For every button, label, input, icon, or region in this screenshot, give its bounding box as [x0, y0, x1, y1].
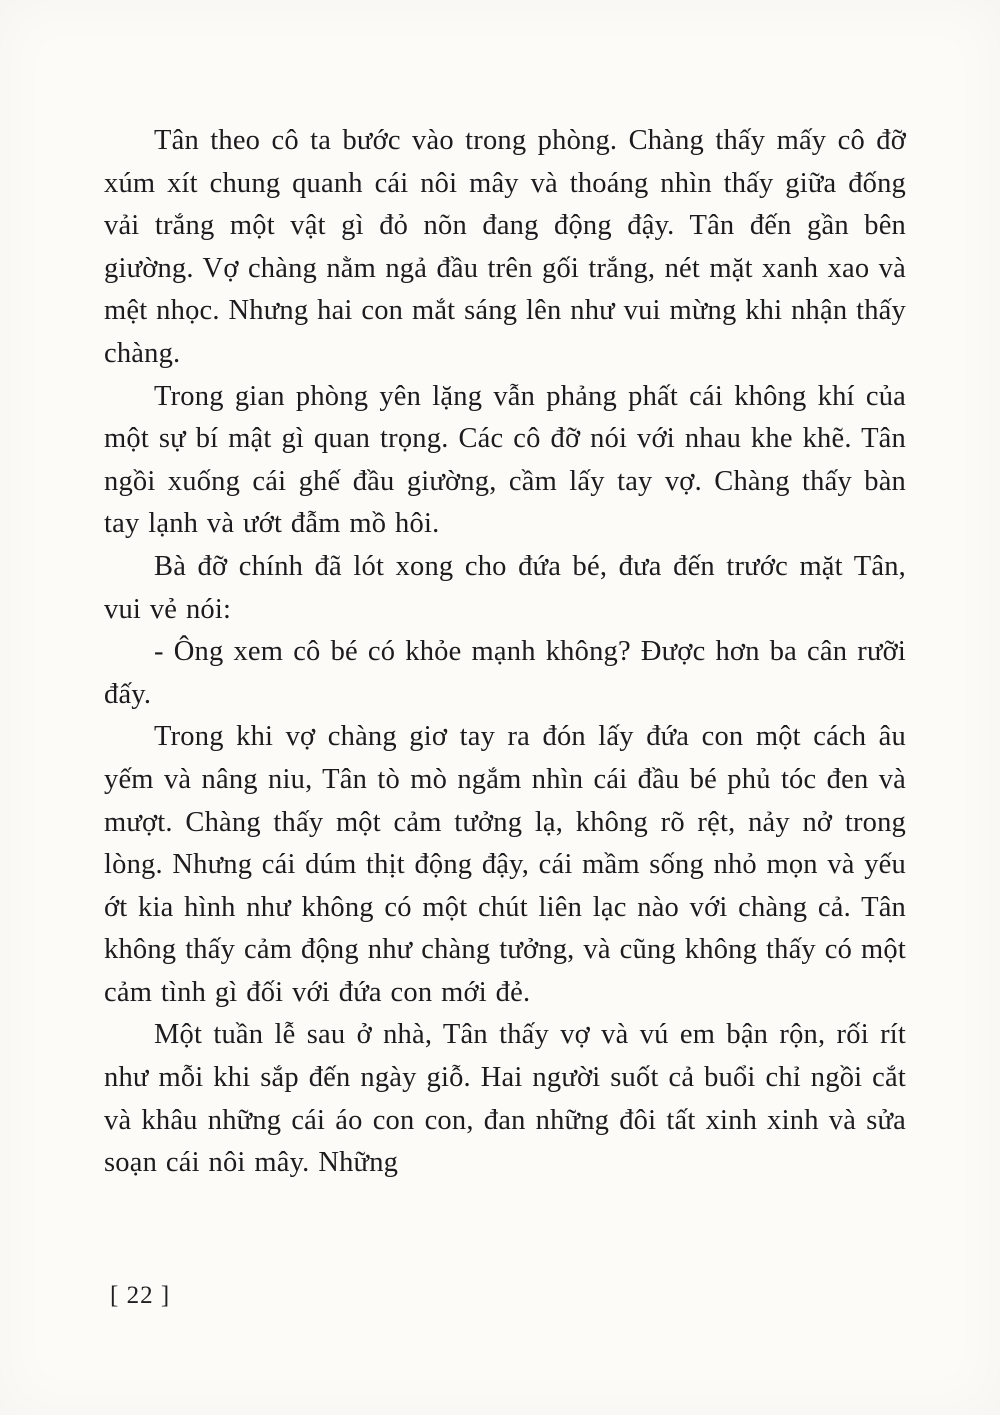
paragraph-dialogue: - Ông xem cô bé có khỏe mạnh không? Được hơn ba cân rưỡi đấy. — [104, 636, 906, 710]
paragraph: Một tuần lễ sau ở nhà, Tân thấy vợ và vú em bận rộn, rối rít như mỗi khi sắp đến ngày giỗ. Hai người suốt cả buổi chỉ ngồi cắt và khâu những cái áo con con, đan những đôi tất xinh xinh và sửa soạn cái nôi mây. Những — [104, 1019, 906, 1179]
paragraph: Tân theo cô ta bước vào trong phòng. Chàng thấy mấy cô đỡ xúm xít chung quanh cái nôi mây và thoáng nhìn thấy giữa đống vải trắng một vật gì đỏ nõn đang động đậy. Tân đến gần bên giường. Vợ chàng nằm ngả đầu trên gối trắng, nét mặt xanh xao và mệt nhọc. Nhưng hai con mắt sáng lên như vui mừng khi nhận thấy chàng. — [104, 125, 906, 369]
paragraph: Trong gian phòng yên lặng vẫn phảng phất cái không khí của một sự bí mật gì quan trọng. Các cô đỡ nói với nhau khe khẽ. Tân ngồi xuống cái ghế đầu giường, cầm lấy tay vợ. Chàng thấy bàn tay lạnh và ướt đẫm mồ hôi. — [104, 380, 906, 540]
page-number: [ 22 ] — [110, 1282, 171, 1309]
paragraph: Bà đỡ chính đã lót xong cho đứa bé, đưa đến trước mặt Tân, vui vẻ nói: — [104, 550, 906, 625]
text-block — [104, 120, 906, 1185]
paragraph: Trong khi vợ chàng giơ tay ra đón lấy đứa con một cách âu yếm và nâng niu, Tân tò mò ngắm nhìn cái đầu bé phủ tóc đen và mượt. Chàng thấy một cảm tưởng lạ, không rõ rệt, nảy nở trong lòng. Nhưng cái dúm thịt động đậy, cái mầm sống nhỏ mọn và yếu ớt kia hình như không có một chút liên lạc nào với chàng cả. Tân không thấy cảm động như chàng tưởng, và cũng không thấy có một cảm tình gì đối với đứa con mới đẻ. — [104, 721, 906, 1008]
